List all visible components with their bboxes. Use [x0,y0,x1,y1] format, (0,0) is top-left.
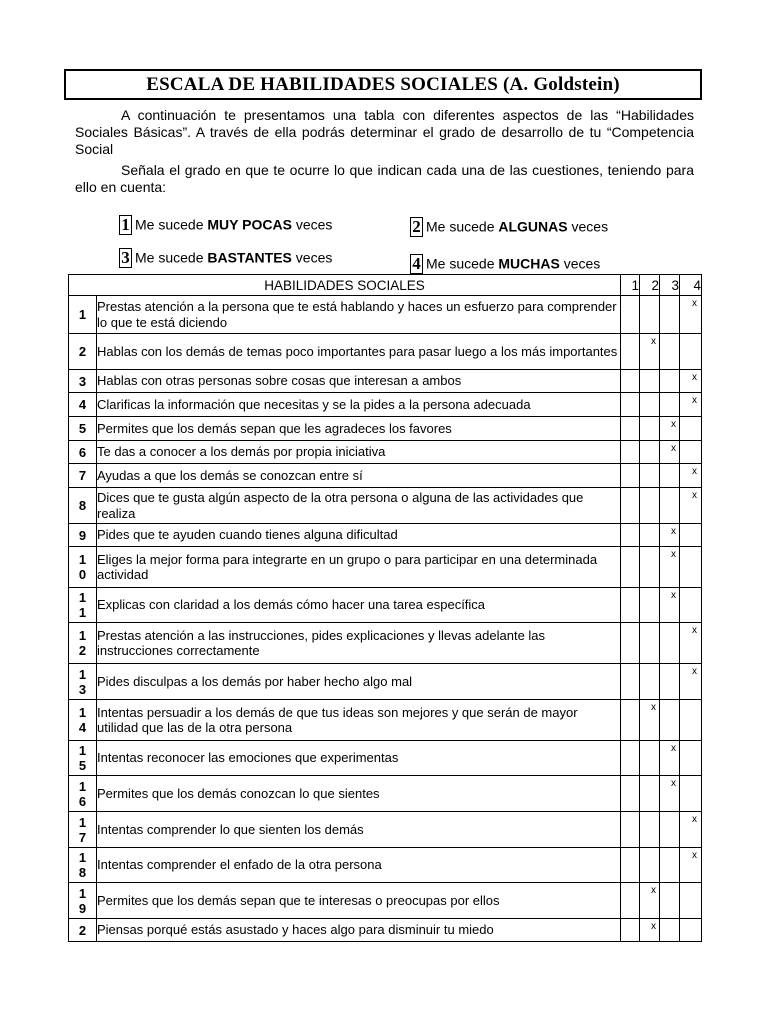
rating-cell-3[interactable] [660,524,680,547]
table-row [69,488,702,524]
table-row [69,441,702,464]
legend-item-3 [119,248,332,268]
rating-cell-1[interactable] [621,588,640,623]
legend-item-4 [410,254,600,274]
rating-cell-3[interactable] [660,417,680,441]
rating-mark: x [671,419,676,430]
row-number [69,588,97,623]
rating-cell-4[interactable] [680,919,702,942]
rating-cell-4[interactable] [680,776,702,812]
row-number-digit: 1 [78,743,87,758]
rating-mark: x [671,743,676,754]
legend-number: 3 [119,248,132,268]
legend-prefix: Me sucede [426,255,495,272]
rating-cell-3[interactable] [660,776,680,812]
rating-cell-4[interactable] [680,664,702,700]
rating-cell-2[interactable] [640,812,660,848]
rating-mark: x [671,590,676,601]
row-number [69,741,97,776]
rating-cell-4[interactable] [680,547,702,588]
rating-cell-4[interactable] [680,623,702,664]
row-number-digit: 1 [78,705,87,720]
rating-mark: x [651,921,656,932]
table-row [69,812,702,848]
rating-mark: x [692,490,697,501]
rating-cell-4[interactable] [680,883,702,919]
skill-description: Permites que los demás conozcan lo que sientes [97,776,621,812]
legend-suffix: veces [295,249,333,266]
rating-mark: x [671,443,676,454]
table-header-row [69,275,702,296]
rating-cell-1[interactable] [621,623,640,664]
row-number [69,547,97,588]
rating-cell-3[interactable] [660,588,680,623]
row-number-digit: 1 [78,605,87,620]
rating-cell-2[interactable] [640,417,660,441]
rating-cell-1[interactable] [621,664,640,700]
rating-cell-4[interactable] [680,812,702,848]
rating-mark: x [651,885,656,896]
row-number-digit: 2 [78,643,87,658]
rating-mark: x [671,549,676,560]
rating-cell-2[interactable] [640,883,660,919]
rating-mark: x [651,336,656,347]
column-header-3: 3 [660,275,680,296]
row-number [69,848,97,883]
row-number-digit: 1 [78,590,87,605]
rating-cell-2[interactable] [640,700,660,741]
row-number-digit: 1 [78,885,87,901]
page-title: ESCALA DE HABILIDADES SOCIALES (A. Goldstein) [146,74,620,95]
rating-cell-2[interactable] [640,464,660,488]
legend-item-2 [410,217,608,237]
rating-cell-1[interactable] [621,393,640,417]
table-row [69,393,702,417]
legend-level: MUCHAS [498,255,560,272]
rating-cell-2[interactable] [640,524,660,547]
rating-cell-2[interactable] [640,488,660,524]
skill-description: Intentas comprender lo que sienten los demás [97,812,621,848]
rating-cell-1[interactable] [621,848,640,883]
rating-mark: x [671,778,676,789]
table-row [69,334,702,370]
table-body [69,296,702,942]
rating-cell-2[interactable] [640,334,660,370]
rating-cell-3[interactable] [660,848,680,883]
rating-cell-1[interactable] [621,417,640,441]
rating-cell-3[interactable] [660,883,680,919]
rating-cell-3[interactable] [660,334,680,370]
legend-prefix: Me sucede [135,216,204,233]
row-number-digit: 9 [78,900,87,916]
legend-suffix: veces [563,255,601,272]
intro-text-2: Señala el grado en que te ocurre lo que indican cada una de las cuestiones, teniendo para ello en cuenta: [75,162,694,195]
rating-cell-2[interactable] [640,588,660,623]
legend-suffix: veces [571,218,609,235]
rating-mark: x [692,298,697,309]
rating-cell-4[interactable] [680,488,702,524]
rating-cell-1[interactable] [621,464,640,488]
legend-level: ALGUNAS [498,218,568,235]
row-number [69,370,97,393]
rating-cell-1[interactable] [621,919,640,942]
rating-cell-2[interactable] [640,741,660,776]
row-number [69,664,97,700]
row-number-digit: 9 [78,527,87,543]
row-number-digit: 2 [78,344,87,359]
row-number-digit: 6 [78,793,87,809]
legend-level: BASTANTES [207,249,292,266]
row-number [69,296,97,334]
skill-description: Prestas atención a la persona que te está hablando y haces un esfuerzo para comprender lo que te está diciendo [97,296,621,334]
rating-cell-2[interactable] [640,441,660,464]
rating-cell-1[interactable] [621,524,640,547]
row-number-digit: 1 [78,778,87,794]
rating-cell-1[interactable] [621,296,640,334]
row-number-digit: 7 [78,468,87,483]
row-number [69,464,97,488]
rating-cell-2[interactable] [640,664,660,700]
rating-cell-4[interactable] [680,700,702,741]
skill-description: Ayudas a que los demás se conozcan entre sí [97,464,621,488]
rating-cell-4[interactable] [680,741,702,776]
row-number [69,334,97,370]
skill-description: Clarificas la información que necesitas y se la pides a la persona adecuada [97,393,621,417]
rating-cell-2[interactable] [640,547,660,588]
row-number-digit: 1 [78,307,87,322]
rating-cell-1[interactable] [621,488,640,524]
row-number-digit: 3 [78,373,87,389]
column-header-2: 2 [640,275,660,296]
intro-paragraph-2 [75,162,694,196]
table-row [69,919,702,942]
skill-description: Hablas con los demás de temas poco importantes para pasar luego a los más importantes [97,334,621,370]
row-number-digit: 8 [78,865,87,880]
rating-cell-1[interactable] [621,812,640,848]
rating-cell-1[interactable] [621,741,640,776]
skill-description: Explicas con claridad a los demás cómo hacer una tarea específica [97,588,621,623]
rating-cell-4[interactable] [680,588,702,623]
rating-cell-3[interactable] [660,812,680,848]
table-header-title: HABILIDADES SOCIALES [69,275,621,296]
skill-description: Pides que te ayuden cuando tienes alguna dificultad [97,524,621,547]
row-number [69,776,97,812]
row-number [69,441,97,464]
skill-description: Prestas atención a las instrucciones, pides explicaciones y llevas adelante las instrucciones correctamente [97,623,621,664]
table-row [69,524,702,547]
row-number [69,700,97,741]
skill-description: Intentas reconocer las emociones que experimentas [97,741,621,776]
row-number [69,883,97,919]
legend-item-1 [119,215,332,235]
row-number [69,919,97,942]
row-number-digit: 1 [78,850,87,865]
table-row [69,417,702,441]
table-row [69,370,702,393]
row-number-digit: 4 [78,397,87,412]
skill-description: Eliges la mejor forma para integrarte en un grupo o para participar en una determinada actividad [97,547,621,588]
row-number [69,393,97,417]
legend-level: MUY POCAS [207,216,292,233]
row-number-digit: 3 [78,681,87,697]
skill-description: Piensas porqué estás asustado y haces algo para disminuir tu miedo [97,919,621,942]
column-header-4: 4 [680,275,702,296]
row-number [69,524,97,547]
rating-cell-3[interactable] [660,464,680,488]
rating-cell-4[interactable] [680,417,702,441]
rating-cell-2[interactable] [640,296,660,334]
skill-description: Permites que los demás sepan que les agradeces los favores [97,417,621,441]
rating-cell-3[interactable] [660,547,680,588]
rating-cell-3[interactable] [660,741,680,776]
rating-cell-4[interactable] [680,441,702,464]
row-number-digit: 1 [78,666,87,682]
row-number [69,812,97,848]
row-number-digit: 1 [78,814,87,830]
rating-mark: x [692,372,697,383]
rating-mark: x [692,466,697,477]
rating-cell-3[interactable] [660,393,680,417]
rating-cell-1[interactable] [621,700,640,741]
legend-number: 2 [410,217,423,237]
rating-mark: x [692,625,697,636]
rating-cell-2[interactable] [640,623,660,664]
row-number [69,417,97,441]
row-number-digit: 8 [78,498,87,513]
rating-cell-3[interactable] [660,919,680,942]
column-header-1: 1 [621,275,640,296]
table-row [69,883,702,919]
row-number-digit: 1 [78,552,87,567]
rating-cell-1[interactable] [621,370,640,393]
rating-cell-4[interactable] [680,296,702,334]
table-row [69,547,702,588]
rating-cell-3[interactable] [660,441,680,464]
row-number-digit: 1 [78,628,87,643]
rating-cell-3[interactable] [660,488,680,524]
rating-cell-2[interactable] [640,848,660,883]
row-number-digit: 2 [78,922,87,938]
rating-cell-2[interactable] [640,919,660,942]
skills-table [68,274,702,942]
rating-cell-4[interactable] [680,848,702,883]
rating-cell-4[interactable] [680,524,702,547]
rating-mark: x [692,666,697,677]
skill-description: Te das a conocer a los demás por propia iniciativa [97,441,621,464]
rating-cell-3[interactable] [660,296,680,334]
rating-mark: x [692,850,697,861]
table-row [69,588,702,623]
row-number [69,488,97,524]
rating-mark: x [692,814,697,825]
table-row [69,664,702,700]
rating-cell-3[interactable] [660,370,680,393]
skill-description: Pides disculpas a los demás por haber hecho algo mal [97,664,621,700]
legend-number: 4 [410,254,423,274]
skill-description: Intentas comprender el enfado de la otra persona [97,848,621,883]
rating-cell-4[interactable] [680,334,702,370]
table-row [69,623,702,664]
table-row [69,464,702,488]
rating-cell-4[interactable] [680,393,702,417]
rating-cell-1[interactable] [621,776,640,812]
legend-prefix: Me sucede [135,249,204,266]
skill-description: Dices que te gusta algún aspecto de la otra persona o alguna de las actividades que realiza [97,488,621,524]
row-number-digit: 5 [78,421,87,436]
row-number-digit: 7 [78,829,87,845]
table-row [69,741,702,776]
rating-cell-1[interactable] [621,441,640,464]
row-number-digit: 5 [78,758,87,773]
skill-description: Intentas persuadir a los demás de que tus ideas son mejores y que serán de mayor utilidad que las de la otra persona [97,700,621,741]
rating-cell-4[interactable] [680,370,702,393]
legend-number: 1 [119,215,132,235]
rating-cell-1[interactable] [621,334,640,370]
table-row [69,776,702,812]
row-number-digit: 4 [78,720,87,735]
rating-cell-3[interactable] [660,623,680,664]
row-number-digit: 6 [78,444,87,460]
rating-cell-3[interactable] [660,700,680,741]
rating-cell-2[interactable] [640,776,660,812]
legend-suffix: veces [295,216,333,233]
skill-description: Permites que los demás sepan que te interesas o preocupas por ellos [97,883,621,919]
rating-cell-1[interactable] [621,883,640,919]
row-number-digit: 0 [78,567,87,582]
table-row [69,700,702,741]
rating-cell-2[interactable] [640,370,660,393]
skill-description: Hablas con otras personas sobre cosas que interesan a ambos [97,370,621,393]
title-box [64,69,702,100]
legend-prefix: Me sucede [426,218,495,235]
table-row [69,848,702,883]
rating-mark: x [692,395,697,406]
row-number [69,623,97,664]
rating-mark: x [651,702,656,713]
intro-paragraph-1 [75,107,694,158]
rating-mark: x [671,526,676,537]
rating-cell-3[interactable] [660,664,680,700]
table-row [69,296,702,334]
rating-cell-4[interactable] [680,464,702,488]
intro-text-1: A continuación te presentamos una tabla con diferentes aspectos de las “Habilidades Sociales Básicas”. A través de ella podrás determinar el grado de desarrollo de tu “Competencia Social [75,107,694,157]
rating-cell-2[interactable] [640,393,660,417]
rating-cell-1[interactable] [621,547,640,588]
